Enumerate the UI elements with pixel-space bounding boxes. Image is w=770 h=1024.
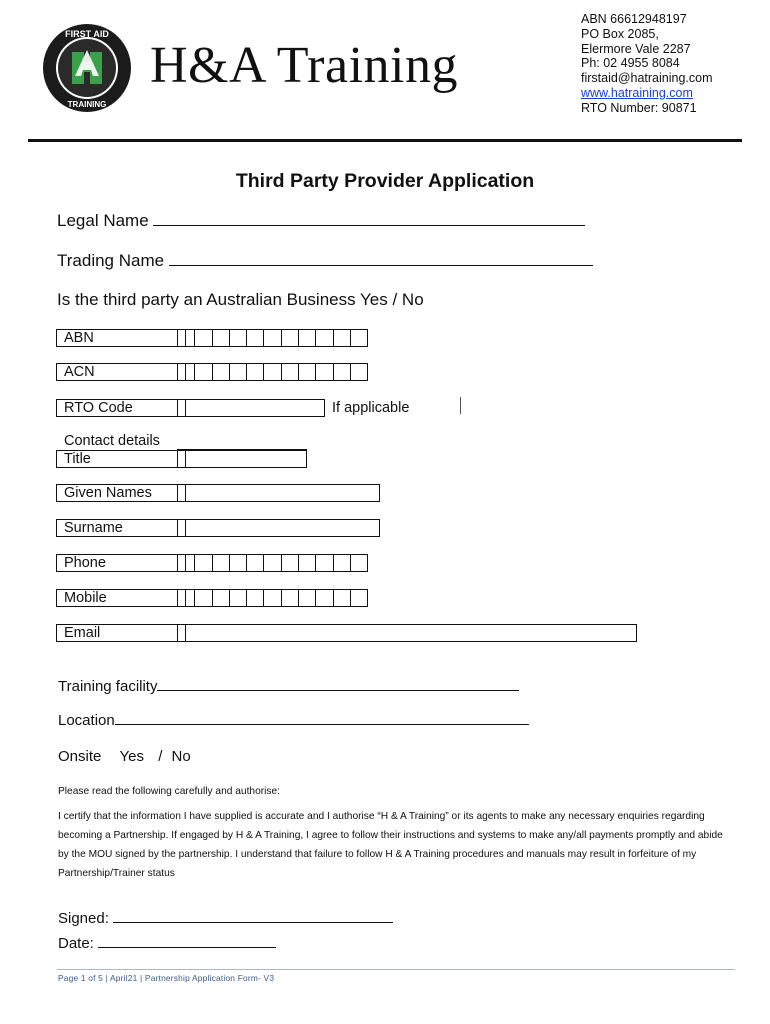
title-label: Title bbox=[56, 450, 186, 468]
phone-label: Phone bbox=[56, 554, 186, 572]
contact-phone: Ph: 02 4955 8084 bbox=[581, 56, 680, 71]
mobile-cells[interactable] bbox=[177, 589, 368, 607]
website-link[interactable]: www.hatraining.com bbox=[581, 85, 693, 100]
date-field[interactable] bbox=[98, 935, 276, 948]
date-row bbox=[58, 935, 276, 952]
abn-cells[interactable] bbox=[177, 329, 368, 347]
surname-label: Surname bbox=[56, 519, 186, 537]
legal-name-field[interactable] bbox=[153, 211, 585, 226]
certification-text: I certify that the information I have supplied is accurate and I authorise “H & A Training” or its agents to make any necessary enquiries regarding becoming a Partnership. If engaged by H & A Training, I agree to follow their instructions and systems to make any/all payments promptly and abide by the MOU signed by the partnership. I understand that failure to follow H & A Training procedures and manuals may result in forfeiture of my Partnership/Trainer status bbox=[58, 811, 723, 879]
contact-abn: ABN 66612948197 bbox=[581, 12, 687, 26]
trading-name-field[interactable] bbox=[169, 251, 593, 266]
email-field[interactable] bbox=[177, 624, 637, 642]
trading-name-row bbox=[57, 251, 593, 271]
read-instruction: Please read the following carefully and authorise: bbox=[58, 786, 280, 797]
contact-details-heading: Contact details bbox=[64, 433, 160, 449]
signature-field[interactable] bbox=[113, 910, 393, 923]
onsite-label: Onsite bbox=[58, 748, 102, 765]
logo-bottom-text: TRAINING bbox=[67, 100, 107, 109]
onsite-yes-option[interactable]: Yes bbox=[119, 748, 145, 765]
contact-suburb: Elermore Vale 2287 bbox=[581, 41, 691, 56]
australian-business-question: Is the third party an Australian Business Yes / No bbox=[57, 290, 424, 309]
logo-top-text: FIRST AID bbox=[65, 29, 109, 39]
onsite-separator: / bbox=[158, 748, 163, 765]
trading-name-label: Trading Name bbox=[57, 251, 165, 270]
signed-row bbox=[58, 910, 393, 927]
first-aid-training-logo bbox=[42, 22, 132, 114]
abn-label: ABN bbox=[56, 329, 186, 347]
text-cursor bbox=[460, 397, 461, 414]
footer-divider bbox=[57, 969, 735, 970]
location-label: Location bbox=[58, 712, 115, 729]
header-divider bbox=[28, 139, 742, 142]
signed-label: Signed: bbox=[58, 910, 109, 927]
training-facility-row bbox=[58, 678, 519, 695]
legal-name-row bbox=[57, 211, 585, 231]
brand-name: H&A Training bbox=[150, 37, 458, 94]
email-label: Email bbox=[56, 624, 186, 642]
acn-cells[interactable] bbox=[177, 363, 368, 381]
legal-name-label: Legal Name bbox=[57, 211, 149, 230]
onsite-no-option[interactable]: No bbox=[171, 748, 191, 765]
rto-code-label: RTO Code bbox=[56, 399, 186, 417]
page-footer: Page 1 of 5 | April21 | Partnership Application Form- V3 bbox=[58, 973, 275, 983]
onsite-row bbox=[58, 748, 191, 765]
page-title: Third Party Provider Application bbox=[235, 170, 535, 192]
rto-code-field[interactable] bbox=[177, 399, 325, 417]
training-facility-field[interactable] bbox=[157, 678, 519, 691]
surname-field[interactable] bbox=[177, 519, 380, 537]
location-row bbox=[58, 712, 529, 729]
location-field[interactable] bbox=[115, 712, 529, 725]
contact-block bbox=[581, 12, 713, 116]
date-label: Date: bbox=[58, 935, 94, 952]
acn-label: ACN bbox=[56, 363, 186, 381]
rto-number: RTO Number: 90871 bbox=[581, 100, 697, 115]
contact-email: firstaid@hatraining.com bbox=[581, 71, 713, 86]
contact-po-box: PO Box 2085, bbox=[581, 26, 659, 41]
if-applicable-note: If applicable bbox=[332, 400, 410, 416]
title-field[interactable] bbox=[177, 450, 307, 468]
phone-cells[interactable] bbox=[177, 554, 368, 572]
given-names-field[interactable] bbox=[177, 484, 380, 502]
mobile-label: Mobile bbox=[56, 589, 186, 607]
training-facility-label: Training facility bbox=[58, 678, 158, 695]
given-names-label: Given Names bbox=[56, 484, 186, 502]
